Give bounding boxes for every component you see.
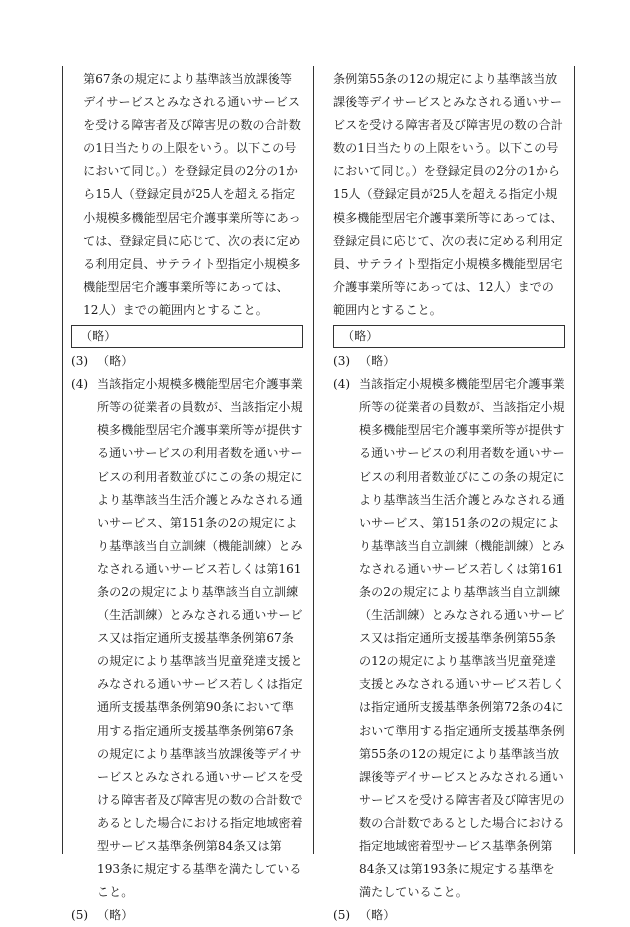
left-column <box>71 68 303 927</box>
item-text: 当該指定小規模多機能型居宅介護事業所等の従業者の員数が、当該指定小規模多機能型居宅介護事業所等が提供する通いサービスの利用者数を通いサービスの利用者数並びにこの条の規定により基準該当生活介護とみなされる通いサービス、第151条の2の規定により基準該当自立訓練（機能訓練）とみなされる通いサービス若しくは第161条の2の規定により基準該当自立訓練（生活訓練）とみなされる通いサービス又は指定通所支援基準条例第55条の12の規定により基準該当児童発達支援とみなされる通いサービス若しくは指定通所支援基準条例第72条の4において準用する指定通所支援基準条例第55条の12の規定により基準該当放課後等デイサービスとみなされる通いサービスを受ける障害者及び障害児の数の合計数であるとした場合における指定地域密着型サービス基準条例第84条又は第193条に規定する基準を満たしていること。 <box>359 377 565 900</box>
left-item-3 <box>71 350 303 373</box>
item-number: (5) <box>71 908 89 923</box>
right-item-5 <box>333 904 565 927</box>
item-text: （略） <box>97 354 134 369</box>
left-item-4 <box>71 373 303 904</box>
left-item-5 <box>71 904 303 927</box>
right-border-line <box>574 66 575 854</box>
left-omitted-table-box: （略） <box>71 325 303 348</box>
item-number: (3) <box>333 354 351 369</box>
item-text: 当該指定小規模多機能型居宅介護事業所等の従業者の員数が、当該指定小規模多機能型居宅介護事業所等が提供する通いサービスの利用者数を通いサービスの利用者数並びにこの条の規定により基準該当生活介護とみなされる通いサービス、第151条の2の規定により基準該当自立訓練（機能訓練）とみなされる通いサービス若しくは第161条の2の規定により基準該当自立訓練（生活訓練）とみなされる通いサービス又は指定通所支援基準条例第67条の規定により基準該当児童発達支援とみなされる通いサービス若しくは指定通所支援基準条例第90条において準用する指定通所支援基準条例第67条の規定により基準該当放課後等デイサービスとみなされる通いサービスを受ける障害者及び障害児の数の合計数であるとした場合における指定地域密着型サービス基準条例第84条又は第193条に規定する基準を満たしていること。 <box>97 377 303 900</box>
center-divider-line <box>313 66 314 854</box>
item-number: (4) <box>71 377 89 392</box>
right-column <box>333 68 565 927</box>
item-text: （略） <box>97 908 134 923</box>
item-number: (4) <box>333 377 351 392</box>
left-continuation-paragraph: 第67条の規定により基準該当放課後等デイサービスとみなされる通いサービスを受ける障害者及び障害児の数の合計数の1日当たりの上限をいう。以下この号において同じ。）を登録定員の2分の1から15人（登録定員が25人を超える指定小規模多機能型居宅介護事業所等にあっては、登録定員に応じて、次の表に定める利用定員、サテライト型指定小規模多機能型居宅介護事業所等にあっては、12人）までの範囲内とすること。 <box>83 72 301 317</box>
item-text: （略） <box>359 908 396 923</box>
right-item-3 <box>333 350 565 373</box>
right-item-4 <box>333 373 565 904</box>
item-text: （略） <box>359 354 396 369</box>
item-number: (3) <box>71 354 89 369</box>
right-omitted-table-box: （略） <box>333 325 565 348</box>
item-number: (5) <box>333 908 351 923</box>
left-border-line <box>62 66 63 854</box>
right-continuation-paragraph: 条例第55条の12の規定により基準該当放課後等デイサービスとみなされる通いサービスを受ける障害者及び障害児の数の合計数の1日当たりの上限をいう。以下この号において同じ。）を登録定員の2分の1から15人（登録定員が25人を超える指定小規模多機能型居宅介護事業所等にあっては、登録定員に応じて、次の表に定める利用定員、サテライト型指定小規模多機能型居宅介護事業所等にあっては、12人）までの範囲内とすること。 <box>333 72 563 317</box>
